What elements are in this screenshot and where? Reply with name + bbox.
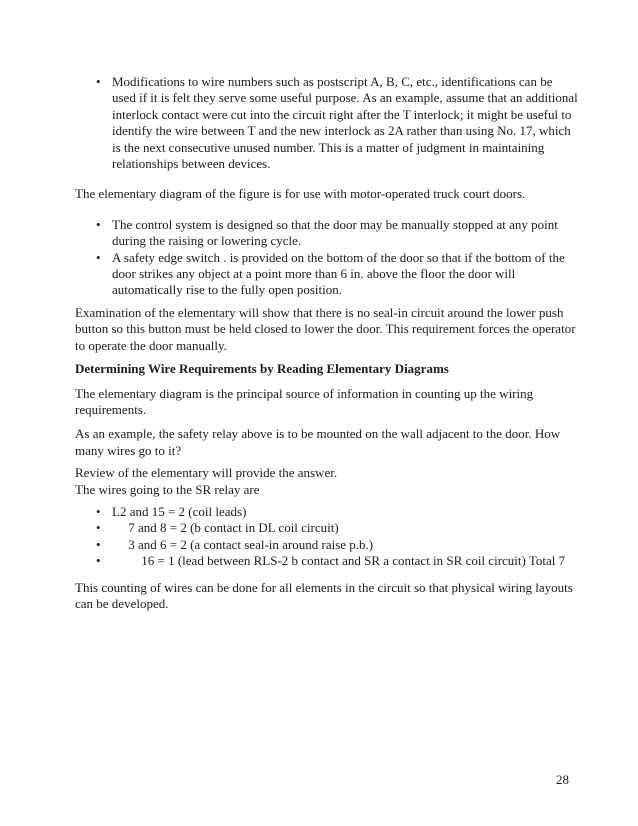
text-line: The wires going to the SR relay are [75,481,260,497]
bullet-icon: • [96,216,101,232]
heading-text: Determining Wire Requirements by Reading Elementary Diagrams [75,361,449,377]
paragraph-principal-source [75,386,568,419]
text-line: The elementary diagram is the principal source of information in counting up the wiring [75,385,534,401]
paragraph-safety-relay-example [75,426,568,459]
paragraph-counting-wires [75,579,573,613]
text-line: As an example, the safety relay above is to be mounted on the wall adjacent to the door. How [75,426,561,442]
bullet-list-modifications [75,74,578,172]
text-line: identify the wire between T and the new interlock as 2A rather than using No. 17, which [112,123,571,139]
text-line: to operate the door manually. [75,337,227,353]
bullet-icon: • [96,249,101,265]
list-item [75,74,578,172]
text-line: This counting of wires can be done for all elements in the circuit so that physical wiring layouts [75,579,573,595]
text-line: automatically rise to the fully open position. [112,282,342,298]
list-item [75,504,568,520]
text-line: A safety edge switch . is provided on the bottom of the door so that if the bottom of the [112,249,565,265]
list-item-text [112,553,568,569]
text-line: door strikes any object at a point more than 6 in. above the floor the door will [112,266,516,282]
text-line: Modifications to wire numbers such as postscript A, B, C, etc., identifications can be [112,74,553,89]
text-line: L2 and 15 = 2 (coil leads) [112,503,247,519]
bullet-icon: • [96,536,101,552]
list-item [75,217,568,250]
page-number: 28 [556,772,569,787]
text-line: Review of the elementary will provide the answer. [75,465,338,481]
paragraph-examination [75,304,576,354]
text-line: 3 and 6 = 2 (a contact seal-in around raise p.b.) [112,536,374,552]
text-line: used if it is felt they serve some useful purpose. As an example, assume that an additional [112,90,578,106]
bullet-icon: • [96,553,101,569]
list-item-text [112,537,568,553]
section-heading [75,361,568,377]
text-line: 16 = 1 (lead between RLS-2 b contact and SR a contact in SR coil circuit) Total 7 [112,553,566,569]
text-line: The elementary diagram of the figure is for use with motor-operated truck court doors. [75,186,526,202]
list-item-text [112,250,568,299]
list-item-text [112,217,568,250]
list-item [75,553,568,569]
bullet-icon: • [96,520,101,536]
bullet-icon: • [96,74,101,89]
bullet-list-door-behavior [75,217,568,299]
list-item-text [112,504,568,520]
text-line: relationships between devices. [112,156,271,172]
list-item [75,520,568,536]
text-line: requirements. [75,401,147,417]
text-line: Examination of the elementary will show that there is no seal-in circuit around the lower push [75,304,564,320]
text-line: button so this button must be held closed to lower the door. This requirement forces the operator [75,321,576,337]
text-line: interlock contact were cut into the circuit right after the T interlock; it might be useful to [112,106,572,122]
text-line: The control system is designed so that the door may be manually stopped at any point [112,216,558,232]
bullet-list-wire-counts [75,504,568,570]
text-line: 7 and 8 = 2 (b contact in DL coil circuit) [112,520,339,536]
bullet-icon: • [96,503,101,519]
list-item-text [112,520,568,536]
paragraph-truck-court-doors [75,186,568,202]
text-line: can be developed. [75,595,169,611]
text-line: many wires go to it? [75,442,182,458]
text-line: during the raising or lowering cycle. [112,233,302,249]
list-item [75,250,568,299]
text-line: is the next consecutive unused number. This is a matter of judgment in maintaining [112,139,545,155]
list-item-text [112,74,578,172]
paragraph-review-answer [75,465,568,498]
list-item [75,537,568,553]
